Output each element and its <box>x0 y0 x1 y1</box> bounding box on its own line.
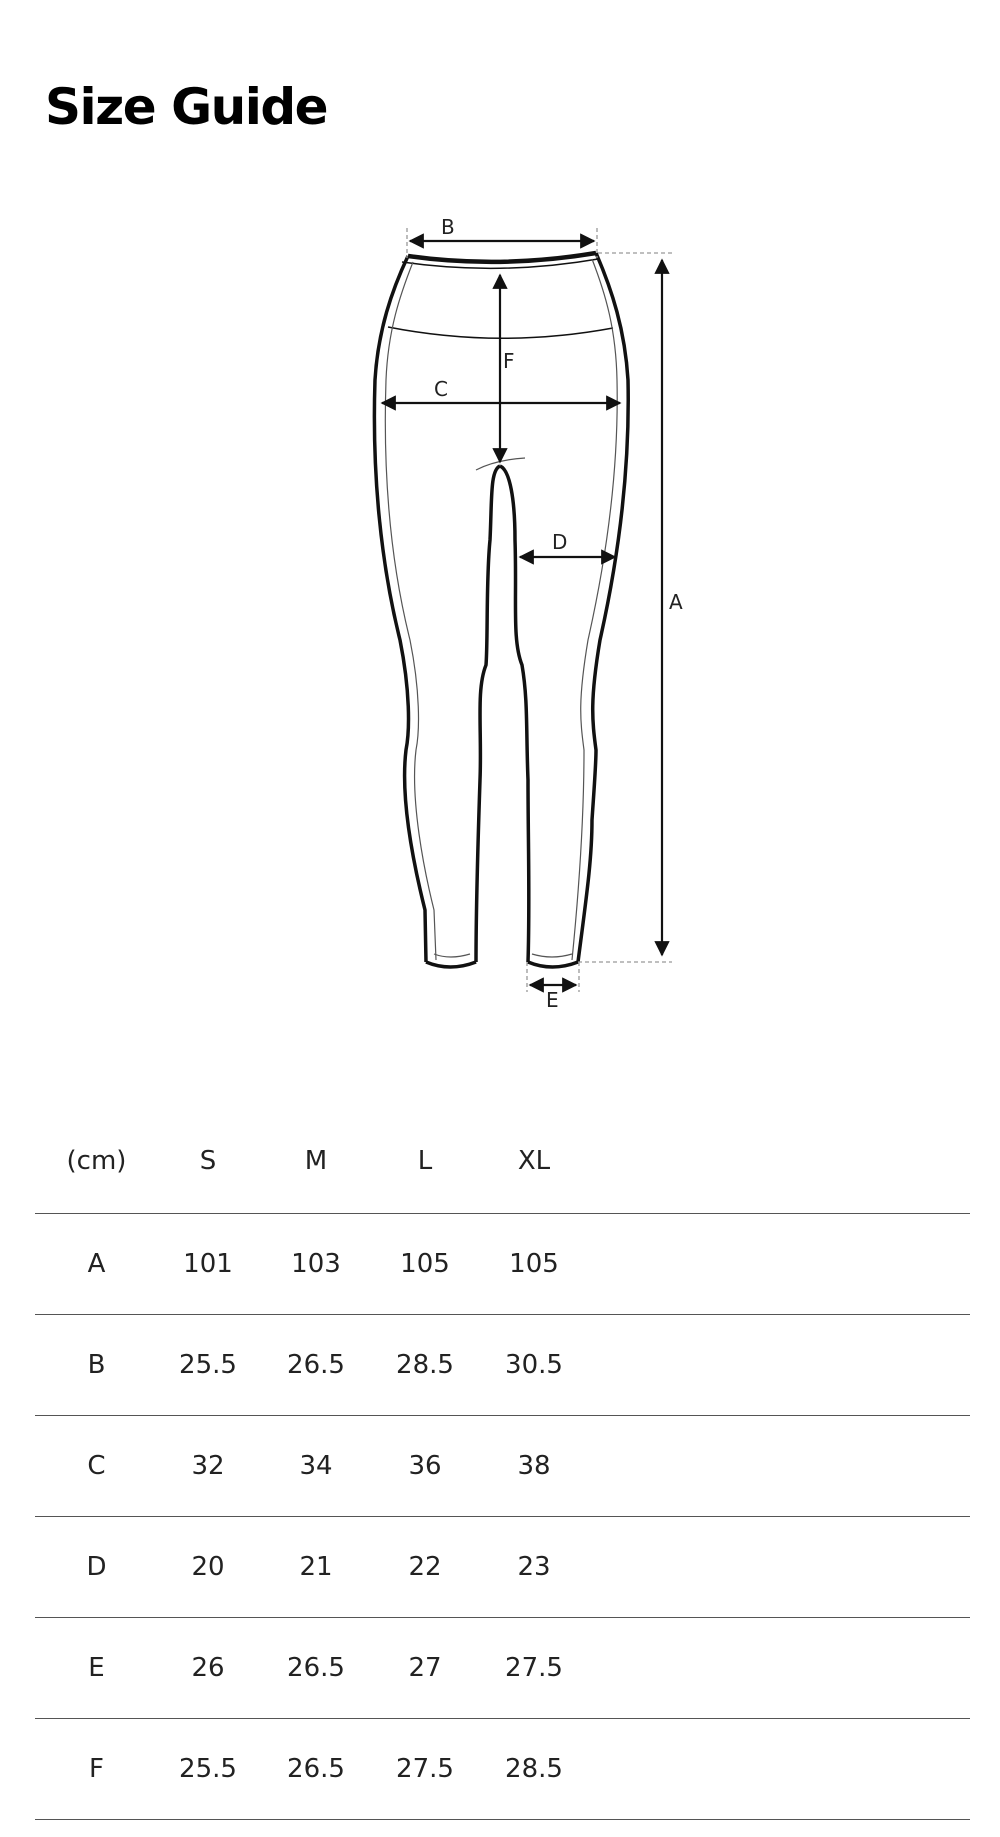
unit-label: (cm) <box>66 1146 127 1176</box>
waistband-top <box>408 253 596 262</box>
table-cell: 103 <box>258 1213 374 1314</box>
size-header: M <box>304 1146 328 1176</box>
table-cell: 36 <box>374 1415 476 1516</box>
size-header-row <box>35 1110 970 1213</box>
row-label: D <box>35 1516 158 1617</box>
row-spacer <box>592 1415 970 1516</box>
table-cell: 23 <box>476 1516 592 1617</box>
label-d: D <box>552 530 568 554</box>
table-cell: 27.5 <box>374 1718 476 1819</box>
table-cell: 26.5 <box>258 1314 374 1415</box>
table-cell: 25.5 <box>158 1314 258 1415</box>
table-cell: 38 <box>476 1415 592 1516</box>
size-header: XL <box>517 1146 551 1176</box>
table-cell: 32 <box>158 1415 258 1516</box>
table-cell: 101 <box>158 1213 258 1314</box>
row-spacer <box>592 1718 970 1819</box>
table-cell: 25.5 <box>158 1718 258 1819</box>
left-hem <box>426 962 476 967</box>
table-cell: 105 <box>476 1213 592 1314</box>
page-title: Size Guide <box>45 78 328 136</box>
table-cell: 28.5 <box>374 1314 476 1415</box>
label-a: A <box>669 590 683 614</box>
label-b: B <box>441 215 455 239</box>
table-cell: 34 <box>258 1415 374 1516</box>
table-cell: 22 <box>374 1516 476 1617</box>
table-cell: 27.5 <box>476 1617 592 1718</box>
table-cell: 28.5 <box>476 1718 592 1819</box>
header-spacer <box>592 1110 970 1213</box>
row-spacer <box>592 1516 970 1617</box>
size-header: S <box>199 1146 217 1176</box>
table-cell: 21 <box>258 1516 374 1617</box>
size-table <box>35 1110 970 1820</box>
table-row <box>35 1718 970 1819</box>
row-label: E <box>35 1617 158 1718</box>
row-label: C <box>35 1415 158 1516</box>
right-leg-inner <box>500 466 529 962</box>
label-f: F <box>503 349 515 373</box>
table-cell: 20 <box>158 1516 258 1617</box>
table-cell: 26.5 <box>258 1718 374 1819</box>
table-row <box>35 1617 970 1718</box>
left-leg-inner <box>476 466 500 962</box>
table-cell: 27 <box>374 1617 476 1718</box>
table-cell: 26.5 <box>258 1617 374 1718</box>
row-label: A <box>35 1213 158 1314</box>
row-label: F <box>35 1718 158 1819</box>
size-header: L <box>417 1146 433 1176</box>
row-label: B <box>35 1314 158 1415</box>
table-cell: 105 <box>374 1213 476 1314</box>
table-row <box>35 1516 970 1617</box>
table-cell: 26 <box>158 1617 258 1718</box>
leggings-outline <box>374 253 628 967</box>
row-spacer <box>592 1617 970 1718</box>
left-leg-outer <box>374 256 426 962</box>
row-spacer <box>592 1314 970 1415</box>
right-hem <box>528 962 578 967</box>
label-c: C <box>434 377 448 401</box>
right-leg-outer <box>578 253 628 962</box>
label-e: E <box>546 988 559 1012</box>
row-spacer <box>592 1213 970 1314</box>
table-row <box>35 1213 970 1314</box>
table-cell: 30.5 <box>476 1314 592 1415</box>
table-row <box>35 1415 970 1516</box>
table-row <box>35 1314 970 1415</box>
